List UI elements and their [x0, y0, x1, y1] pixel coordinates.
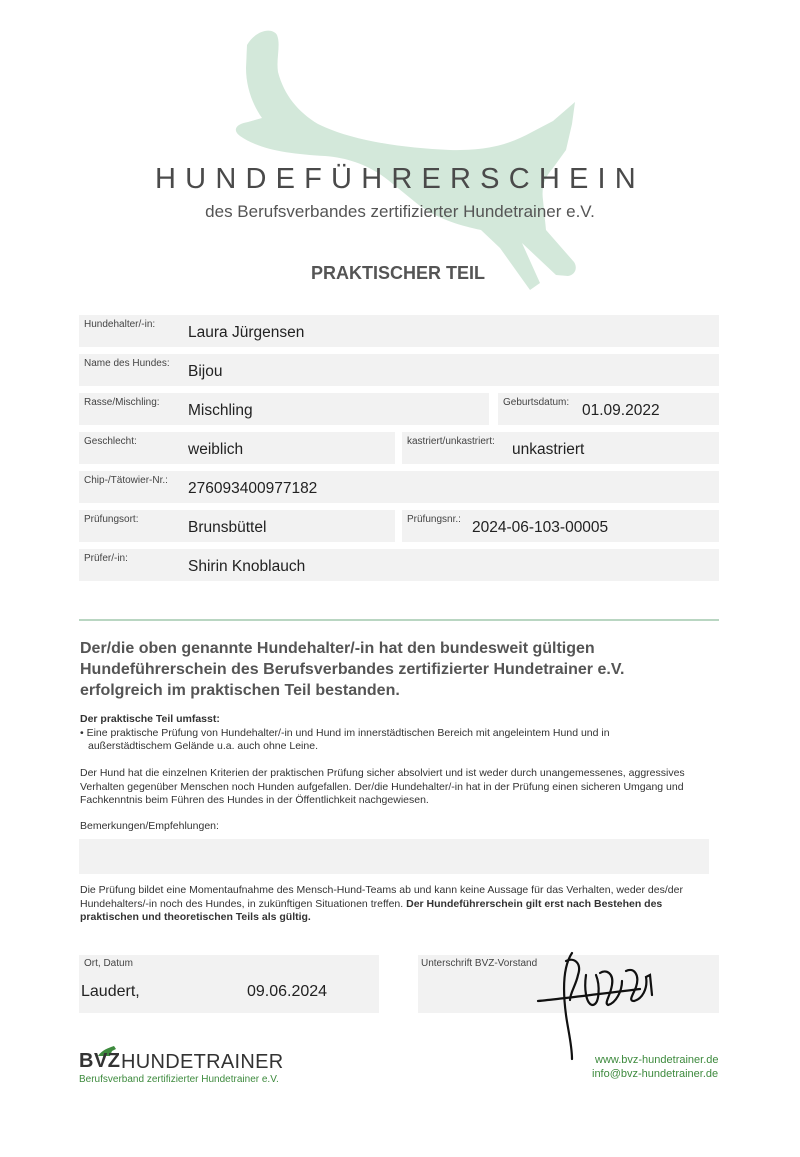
examiner-field [79, 549, 719, 581]
signature-label: Unterschrift BVZ-Vorstand [421, 958, 538, 969]
remarks-label: Bemerkungen/Empfehlungen: [80, 820, 219, 832]
sex-field [79, 432, 395, 464]
owner-label: Hundehalter/-in: [84, 319, 156, 330]
place-date-label: Ort, Datum [84, 958, 133, 969]
section-title: PRAKTISCHER TEIL [310, 263, 485, 283]
statement-line-2: Hundeführerschein des Berufsverbandes zertifizierter Hundetrainer e.V. [80, 661, 625, 678]
criteria-paragraph [80, 767, 730, 808]
pass-statement [80, 638, 720, 701]
exam-no-label: Prüfungsnr.: [407, 514, 461, 525]
statement-line-3: erfolgreich im praktischen Teil bestanden. [80, 682, 400, 699]
website-link[interactable]: www.bvz-hundetrainer.de [595, 1054, 719, 1066]
email-link[interactable]: info@bvz-hundetrainer.de [592, 1068, 719, 1080]
statement-line-1: Der/die oben genannte Hundehalter/-in hat den bundesweit gültigen [80, 640, 595, 657]
signature-icon [530, 945, 670, 1065]
disclaimer [80, 884, 730, 925]
examiner-value: Shirin Knoblauch [188, 558, 306, 575]
remarks-box [79, 839, 709, 874]
neutered-label: kastriert/unkastriert: [407, 436, 495, 447]
sex-label: Geschlecht: [84, 436, 137, 447]
divider [79, 619, 719, 621]
exam-place-field [79, 510, 395, 542]
bullet-line-2: außerstädtischem Gelände u.a. auch ohne Leine. [88, 740, 318, 752]
chip-value: 276093400977182 [188, 480, 318, 497]
logo-bvz: BVZ [79, 1050, 121, 1072]
dog-name-label: Name des Hundes: [84, 358, 170, 369]
birthdate-value: 01.09.2022 [582, 402, 660, 419]
content-block [80, 713, 730, 754]
certificate-subtitle: des Berufsverbandes zertifizierter Hundetrainer e.V. [205, 202, 595, 221]
owner-value: Laura Jürgensen [188, 324, 305, 341]
criteria-line-2: Verhalten gegenüber Menschen noch Hunden aufgefallen. Der/die Hundehalter/-in hat in der Prüfung einen sicheren Umgang und [80, 780, 684, 793]
logo-name: HUNDETRAINER [121, 1051, 284, 1073]
dog-name-value: Bijou [188, 363, 223, 380]
birthdate-label: Geburtsdatum: [503, 397, 570, 408]
exam-no-field [402, 510, 719, 542]
neutered-value: unkastriert [512, 441, 585, 458]
breed-value: Mischling [188, 402, 253, 419]
exam-place-label: Prüfungsort: [84, 514, 139, 525]
disclaimer-bold-a: Der Hundeführerschein gilt erst nach Bestehen des [406, 897, 663, 910]
disclaimer-line-1: Die Prüfung bildet eine Momentaufnahme des Mensch-Hund-Teams ab und kann keine Aussage für das Verhalten, weder des/der [80, 884, 683, 896]
date-value: 09.06.2024 [247, 983, 328, 1000]
content-heading: Der praktische Teil umfasst: [80, 713, 220, 725]
criteria-line-3: Fachkenntnis beim Führen des Hundes in der Öffentlichkeit nachgewiesen. [80, 794, 429, 806]
logo-subtitle: Berufsverband zertifizierter Hundetrainer e.V. [79, 1074, 279, 1085]
place-value: Laudert, [81, 983, 140, 1000]
breed-field [79, 393, 489, 425]
place-date-box [79, 955, 379, 1013]
criteria-line-1: Der Hund hat die einzelnen Kriterien der praktischen Prüfung sicher absolviert und ist weder durch unangemessenes, aggressives [80, 767, 685, 779]
sex-value: weiblich [188, 441, 244, 458]
certificate-title: HUNDEFÜHRERSCHEIN [155, 163, 645, 195]
neutered-field [402, 432, 719, 464]
owner-field [79, 315, 719, 347]
chip-field [79, 471, 719, 503]
examiner-label: Prüfer/-in: [84, 553, 128, 564]
birthdate-field [498, 393, 719, 425]
disclaimer-line-2: Hundehalters/-in noch des Hundes, in zukünftigen Situationen treffen. [80, 897, 404, 910]
disclaimer-line-2-wrap [80, 898, 730, 912]
disclaimer-bold-b: praktischen und theoretischen Teils als gültig. [80, 911, 311, 923]
chip-label: Chip-/Tätowier-Nr.: [84, 475, 168, 486]
exam-no-value: 2024-06-103-00005 [472, 519, 609, 536]
bullet-line-1: • Eine praktische Prüfung von Hundehalter/-in und Hund im innerstädtischen Bereich mit angeleintem Hund und in [80, 726, 610, 739]
dog-name-field [79, 354, 719, 386]
exam-place-value: Brunsbüttel [188, 519, 267, 536]
breed-label: Rasse/Mischling: [84, 397, 160, 408]
